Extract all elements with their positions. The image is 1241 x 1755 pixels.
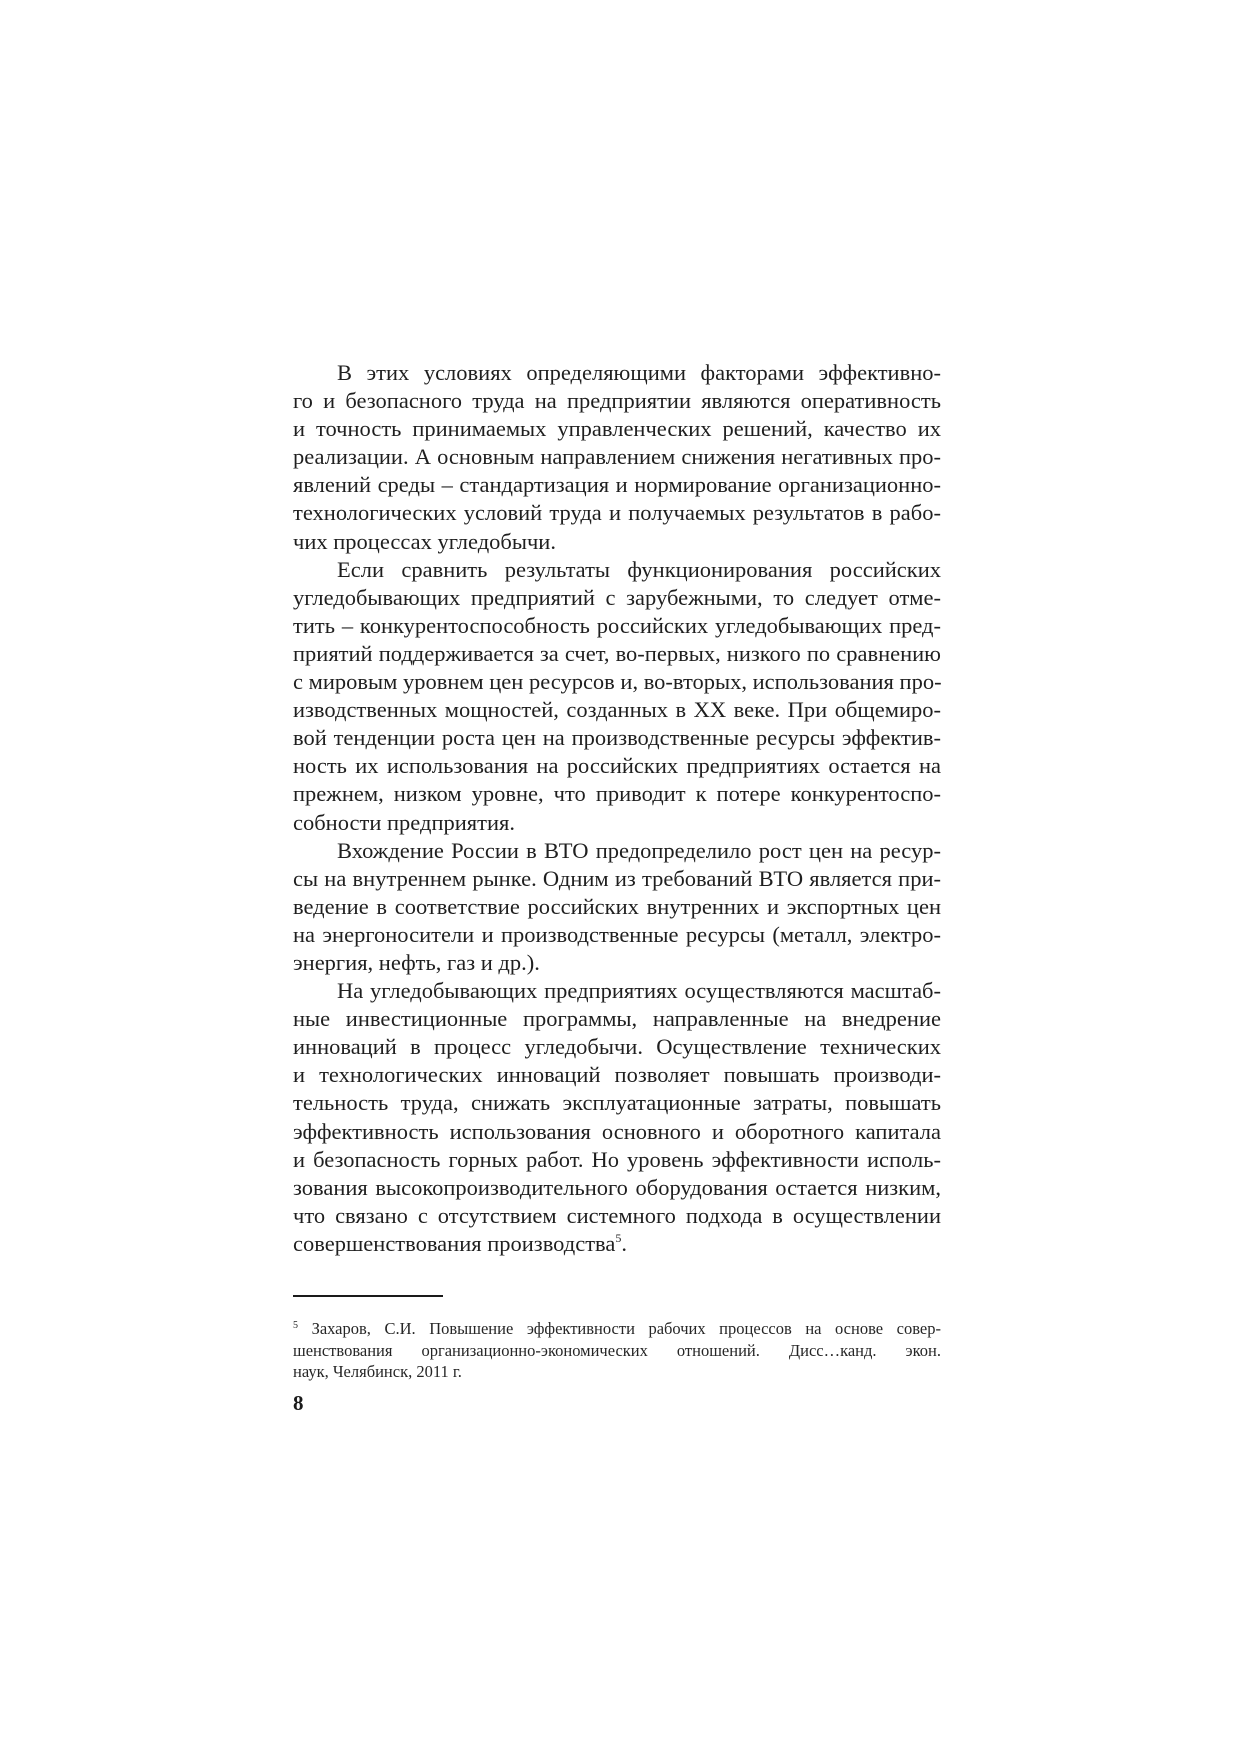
text-line: с мировым уровнем цен ресурсов и, во-вторых, использования про-: [293, 669, 942, 695]
text-line: На угледобывающих предприятиях осуществляются масштаб-: [337, 978, 941, 1004]
text-line: ность их использования на российских предприятиях остается на: [293, 753, 941, 779]
text-line: явлений среды – стандартизация и нормирование организационно-: [293, 472, 941, 498]
text-line: го и безопасного труда на предприятии являются оперативность: [293, 388, 941, 414]
footnote-marker: 5: [293, 1320, 298, 1331]
page-number: 8: [293, 1391, 304, 1415]
text-line: вой тенденции роста цен на производственные ресурсы эффектив-: [293, 725, 941, 751]
text-line-content: совершенствования производства: [293, 1230, 616, 1256]
text-line: ведение в соответствие российских внутренних и экспортных цен: [293, 893, 941, 919]
footnote-separator: [293, 1295, 443, 1297]
text-line: Если сравнить результаты функционирования российских: [337, 556, 941, 582]
text-line: реализации. А основным направлением снижения негативных про-: [293, 444, 941, 470]
text-line: инноваций в процесс угледобычи. Осуществление технических: [293, 1034, 941, 1060]
text-line: и безопасность горных работ. Но уровень эффективности исполь-: [293, 1146, 941, 1172]
text-line: что связано с отсутствием системного подхода в осуществлении: [293, 1202, 941, 1228]
main-text: [293, 359, 941, 1258]
text-line: и технологических инноваций позволяет повышать производи-: [293, 1062, 941, 1088]
text-line: чих процессах угледобычи.: [293, 528, 556, 554]
text-line: на энергоносители и производственные ресурсы (металл, электро-: [293, 921, 941, 947]
text-line: угледобывающих предприятий с зарубежными, то следует отме-: [293, 584, 941, 610]
footnote-line: шенствования организационно-экономических отношений. Дисс…канд. экон.: [293, 1340, 941, 1360]
text-line: собности предприятия.: [293, 809, 515, 835]
footnote-line: наук, Челябинск, 2011 г.: [293, 1362, 462, 1381]
footnote-line: [293, 1318, 941, 1340]
footnote: [293, 1318, 941, 1383]
text-line: энергия, нефть, газ и др.).: [293, 949, 540, 975]
text-line-last: [293, 1230, 941, 1258]
sentence-end-punctuation: .: [621, 1230, 627, 1256]
text-line: изводственных мощностей, созданных в XX веке. При общемиро-: [293, 697, 941, 723]
text-line: технологических условий труда и получаемых результатов в рабо-: [293, 500, 941, 526]
footnote-line-content: Захаров, С.И. Повышение эффективности рабочих процессов на основе совер-: [311, 1319, 941, 1338]
text-line: приятий поддерживается за счет, во-первых, низкого по сравнению: [293, 640, 941, 666]
text-line: тить – конкурентоспособность российских угледобывающих пред-: [293, 612, 941, 638]
text-line: прежнем, низком уровне, что приводит к потере конкурентоспо-: [293, 781, 941, 807]
text-line: ные инвестиционные программы, направленные на внедрение: [293, 1006, 941, 1032]
text-line: эффективность использования основного и оборотного капитала: [293, 1118, 941, 1144]
text-line: зования высокопроизводительного оборудования остается низким,: [293, 1174, 941, 1200]
text-line: тельность труда, снижать эксплуатационные затраты, повышать: [293, 1090, 941, 1116]
text-line: и точность принимаемых управленческих решений, качество их: [293, 416, 941, 442]
text-line: В этих условиях определяющими факторами эффективно-: [337, 360, 941, 385]
text-line: сы на внутреннем рынке. Одним из требований ВТО является при-: [293, 865, 941, 891]
text-line: Вхождение России в ВТО предопределило рост цен на ресур-: [337, 837, 941, 863]
footnote-reference[interactable]: 5: [615, 1230, 622, 1245]
